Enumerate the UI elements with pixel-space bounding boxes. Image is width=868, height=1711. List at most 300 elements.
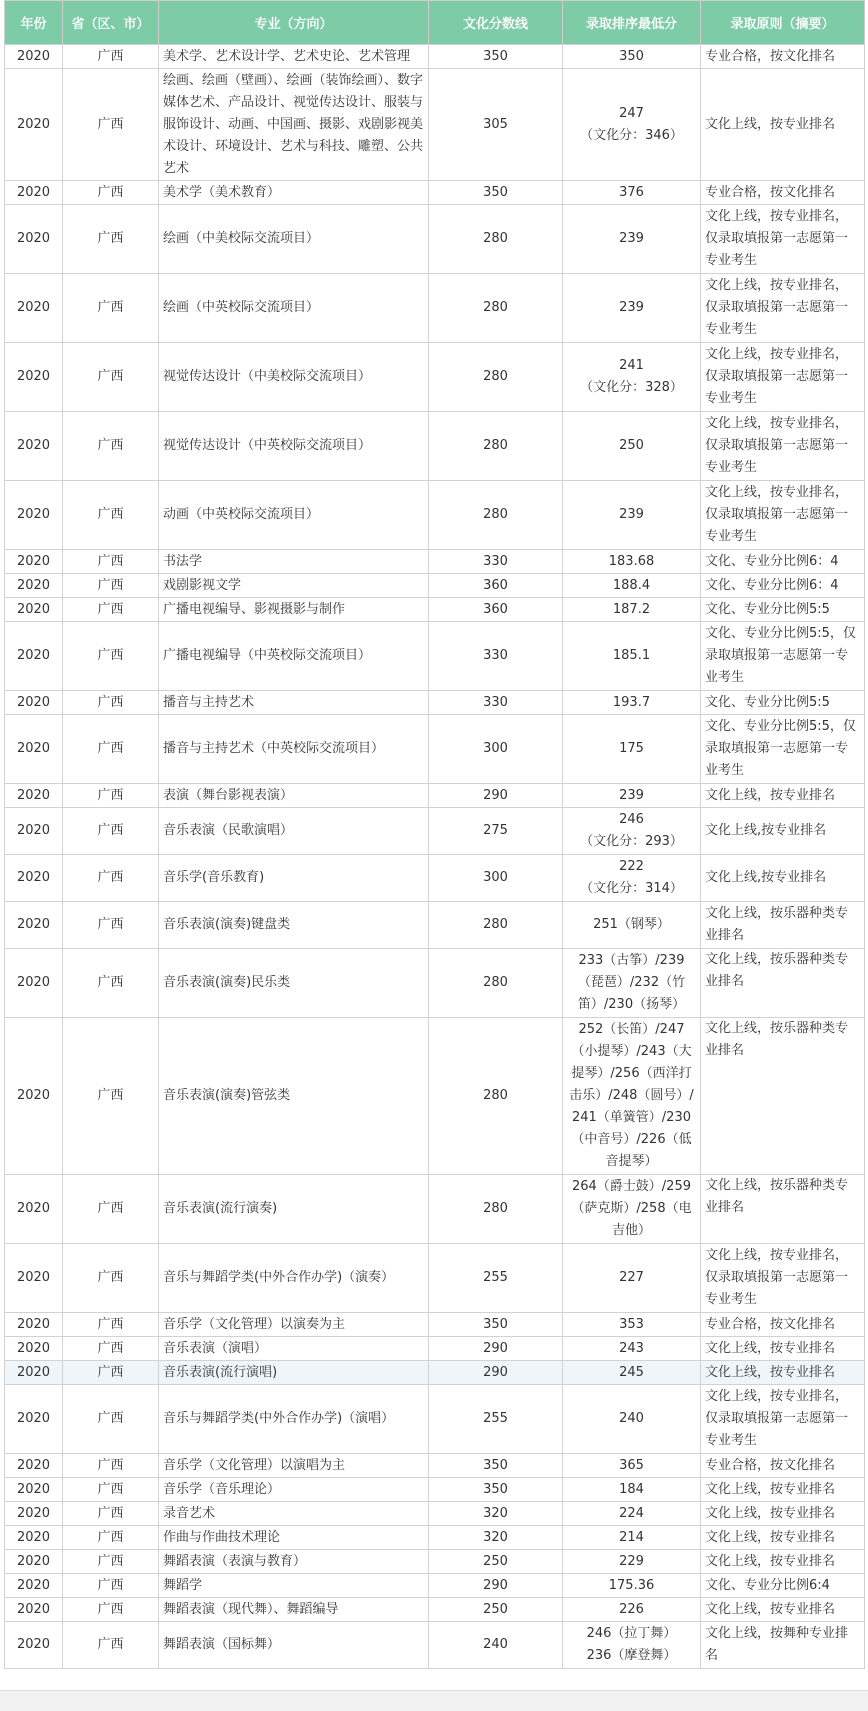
year-cell-text: 2020 — [16, 184, 51, 200]
table-row — [5, 691, 865, 715]
year-cell-text: 2020 — [16, 553, 51, 569]
min-score-cell-text: 252（长笛）/247（小提琴）/243（大提琴）/256（西洋打击乐）/248（圆号）/241（单簧管）/230（中音号）/226（低音提琴） — [569, 1022, 694, 1169]
province-cell — [63, 205, 159, 274]
province-cell — [63, 574, 159, 598]
year-cell-text: 2020 — [16, 870, 51, 885]
year-cell-text: 2020 — [16, 787, 51, 803]
province-cell-text: 广西 — [97, 300, 124, 315]
rule-cell-text: 文化、专业分比例6：4 — [705, 553, 839, 569]
year-cell — [5, 691, 63, 715]
culture-line-cell-text: 360 — [483, 577, 508, 593]
header-min-score: 录取排序最低分 — [563, 1, 701, 45]
year-cell — [5, 481, 63, 550]
min-score-cell-text: 240 — [619, 1411, 644, 1426]
major-cell — [159, 1622, 429, 1669]
table-row — [5, 1526, 865, 1550]
major-cell-text: 音乐与舞蹈学类(中外合作办学)（演唱） — [163, 1411, 395, 1426]
year-cell — [5, 1385, 63, 1454]
rule-cell-text: 专业合格，按文化排名 — [705, 1457, 836, 1473]
year-cell — [5, 715, 63, 784]
year-cell-text: 2020 — [16, 369, 51, 384]
major-cell-text: 音乐表演（演唱） — [163, 1340, 268, 1356]
year-cell — [5, 1622, 63, 1669]
min-score-cell — [563, 1385, 701, 1454]
rule-cell — [701, 622, 865, 691]
min-score-cell — [563, 1526, 701, 1550]
rule-cell-text: 文化上线，按专业排名 — [705, 116, 836, 132]
min-score-cell-text: 226 — [619, 1601, 644, 1617]
province-cell — [63, 481, 159, 550]
province-cell — [63, 691, 159, 715]
rule-cell-text: 文化上线,按专业排名 — [705, 823, 827, 838]
rule-cell — [701, 1454, 865, 1478]
province-cell-text: 广西 — [97, 1340, 124, 1356]
culture-line-cell — [429, 1244, 563, 1313]
rule-cell-text: 文化上线，按专业排名，仅录取填报第一志愿第一专业考生 — [705, 416, 849, 475]
rule-cell-text: 文化上线，按专业排名 — [705, 1481, 836, 1497]
culture-line-cell — [429, 1526, 563, 1550]
min-score-cell — [563, 1454, 701, 1478]
major-cell — [159, 622, 429, 691]
year-cell — [5, 205, 63, 274]
year-cell-text: 2020 — [16, 1481, 51, 1497]
min-score-cell-text: 245 — [619, 1364, 644, 1380]
culture-line-cell-text: 305 — [483, 116, 508, 132]
culture-line-cell — [429, 1478, 563, 1502]
year-cell-text: 2020 — [16, 1553, 51, 1569]
table-row — [5, 1622, 865, 1669]
culture-line-cell-text: 240 — [483, 1637, 508, 1652]
province-cell-text: 广西 — [97, 1457, 124, 1473]
major-cell — [159, 1526, 429, 1550]
header-major: 专业（方向） — [159, 1, 429, 45]
table-row — [5, 343, 865, 412]
major-cell — [159, 949, 429, 1018]
major-cell-text: 作曲与作曲技术理论 — [163, 1529, 281, 1545]
year-cell — [5, 550, 63, 574]
table-row — [5, 205, 865, 274]
min-score-cell-text: 239 — [619, 231, 644, 246]
province-cell — [63, 343, 159, 412]
year-cell — [5, 855, 63, 902]
min-score-cell — [563, 205, 701, 274]
table-row — [5, 784, 865, 808]
table-row — [5, 69, 865, 181]
min-score-cell-text: 247 — [619, 105, 644, 121]
rule-cell-text: 文化上线，按专业排名 — [705, 1529, 836, 1545]
rule-cell — [701, 1244, 865, 1313]
culture-line-cell — [429, 784, 563, 808]
rule-cell-text: 文化上线，按专业排名 — [705, 787, 836, 803]
min-score-cell-text: 187.2 — [612, 601, 651, 617]
rule-cell — [701, 1018, 865, 1175]
culture-line-cell-text: 280 — [483, 1088, 508, 1103]
rule-cell — [701, 902, 865, 949]
culture-line-cell-text: 275 — [483, 823, 508, 838]
year-cell-text: 2020 — [16, 917, 51, 932]
min-score-cell-text: 376 — [619, 184, 644, 200]
province-cell-text: 广西 — [97, 1316, 124, 1332]
rule-cell-text: 文化上线，按乐器种类专业排名 — [705, 906, 849, 943]
rule-cell-text: 文化上线，按乐器种类专业排名 — [705, 1178, 849, 1215]
year-cell — [5, 808, 63, 855]
province-cell — [63, 412, 159, 481]
province-cell-text: 广西 — [97, 1411, 124, 1426]
rule-cell-text: 文化上线,按专业排名 — [705, 870, 827, 885]
province-cell-text: 广西 — [97, 507, 124, 522]
min-score-cell-text: 239 — [619, 787, 644, 803]
culture-line-cell — [429, 622, 563, 691]
min-score-cell-text: 185.1 — [612, 648, 651, 663]
min-score-cell — [563, 1574, 701, 1598]
culture-line-cell — [429, 412, 563, 481]
table-row — [5, 412, 865, 481]
min-score-cell — [563, 1361, 701, 1385]
year-cell-text: 2020 — [16, 1270, 51, 1285]
major-cell-text: 播音与主持艺术 — [163, 694, 255, 710]
culture-line-cell-text: 290 — [483, 1340, 508, 1356]
culture-line-cell — [429, 1502, 563, 1526]
year-cell — [5, 1337, 63, 1361]
rule-cell-text: 文化上线，按专业排名，仅录取填报第一志愿第一专业考生 — [705, 1248, 849, 1307]
min-score-cell — [563, 412, 701, 481]
province-cell — [63, 1313, 159, 1337]
year-cell — [5, 412, 63, 481]
rule-cell-text: 文化、专业分比例5:5 — [705, 694, 830, 710]
table-row — [5, 1337, 865, 1361]
rule-cell-text: 专业合格，按文化排名 — [705, 1316, 836, 1332]
year-cell-text: 2020 — [16, 1601, 51, 1617]
table-row — [5, 181, 865, 205]
major-cell-text: 音乐表演(流行演奏) — [163, 1201, 278, 1216]
province-cell-text: 广西 — [97, 1364, 124, 1380]
province-cell — [63, 715, 159, 784]
province-cell — [63, 1337, 159, 1361]
culture-line-cell-text: 300 — [483, 741, 508, 756]
year-cell-text: 2020 — [16, 48, 51, 64]
province-cell — [63, 550, 159, 574]
year-cell-text: 2020 — [16, 1364, 51, 1380]
culture-line-cell-text: 290 — [483, 1364, 508, 1380]
province-cell-text: 广西 — [97, 438, 124, 453]
rule-cell-text: 文化上线，按舞种专业排名 — [705, 1626, 849, 1663]
major-cell — [159, 598, 429, 622]
min-score-cell-text: 222 — [619, 859, 644, 874]
province-cell — [63, 598, 159, 622]
admission-score-table — [4, 0, 865, 1669]
province-cell-text: 广西 — [97, 1481, 124, 1497]
min-score-cell — [563, 598, 701, 622]
table-row — [5, 45, 865, 69]
major-cell-text: 音乐表演(演奏)键盘类 — [163, 917, 291, 932]
min-score-cell-text: 246（拉丁舞） — [586, 1626, 677, 1641]
province-cell — [63, 784, 159, 808]
major-cell — [159, 784, 429, 808]
rule-cell — [701, 1526, 865, 1550]
major-cell-text: 视觉传达设计（中英校际交流项目） — [163, 438, 372, 453]
min-score-cell — [563, 343, 701, 412]
province-cell-text: 广西 — [97, 1577, 124, 1593]
major-cell — [159, 45, 429, 69]
table-row — [5, 808, 865, 855]
province-cell-text: 广西 — [97, 577, 124, 593]
province-cell-text: 广西 — [97, 1505, 124, 1521]
province-cell-text: 广西 — [97, 553, 124, 569]
culture-line-cell-text: 280 — [483, 438, 508, 453]
culture-line-cell — [429, 1598, 563, 1622]
table-row — [5, 1385, 865, 1454]
min-score-cell-text: 227 — [619, 1270, 644, 1285]
major-cell-text: 戏剧影视文学 — [163, 577, 242, 593]
min-score-cell-text: 350 — [619, 48, 644, 64]
min-score-cell-text: 243 — [619, 1340, 644, 1356]
year-cell — [5, 1478, 63, 1502]
province-cell-text: 广西 — [97, 48, 124, 64]
province-cell — [63, 1361, 159, 1385]
culture-line-cell — [429, 481, 563, 550]
province-cell — [63, 1244, 159, 1313]
culture-line-cell — [429, 808, 563, 855]
min-score-cell — [563, 949, 701, 1018]
province-cell — [63, 1385, 159, 1454]
table-row — [5, 574, 865, 598]
culture-line-cell-text: 350 — [483, 1481, 508, 1497]
culture-line-cell-text: 250 — [483, 1553, 508, 1569]
culture-score-note: （文化分：328） — [580, 380, 683, 395]
min-score-cell-text: 251（钢琴） — [593, 917, 670, 932]
year-cell — [5, 1313, 63, 1337]
year-cell-text: 2020 — [16, 975, 51, 990]
province-cell-text: 广西 — [97, 1601, 124, 1617]
major-cell — [159, 574, 429, 598]
rule-cell — [701, 343, 865, 412]
province-cell — [63, 1598, 159, 1622]
year-cell — [5, 574, 63, 598]
min-score-cell — [563, 1502, 701, 1526]
year-cell-text: 2020 — [16, 648, 51, 663]
province-cell-text: 广西 — [97, 917, 124, 932]
culture-score-note: 236（摩登舞） — [586, 1648, 677, 1663]
province-cell — [63, 69, 159, 181]
year-cell-text: 2020 — [16, 1505, 51, 1521]
year-cell-text: 2020 — [16, 507, 51, 522]
culture-line-cell — [429, 1550, 563, 1574]
major-cell-text: 音乐与舞蹈学类(中外合作办学)（演奏） — [163, 1270, 395, 1285]
year-cell — [5, 1018, 63, 1175]
min-score-cell-text: 239 — [619, 507, 644, 522]
table-row — [5, 902, 865, 949]
min-score-cell-text: 233（古筝）/239（琵琶）/232（竹笛）/230（扬琴） — [577, 953, 686, 1012]
major-cell-text: 音乐表演(流行演唱) — [163, 1364, 278, 1380]
table-row — [5, 715, 865, 784]
rule-cell — [701, 205, 865, 274]
culture-line-cell-text: 350 — [483, 1316, 508, 1332]
rule-cell — [701, 550, 865, 574]
culture-line-cell-text: 280 — [483, 507, 508, 522]
year-cell-text: 2020 — [16, 1637, 51, 1652]
culture-line-cell-text: 330 — [483, 694, 508, 710]
major-cell — [159, 1313, 429, 1337]
table-row — [5, 1574, 865, 1598]
culture-line-cell-text: 350 — [483, 184, 508, 200]
major-cell — [159, 1337, 429, 1361]
rule-cell — [701, 784, 865, 808]
major-cell-text: 绘画、绘画（壁画）、绘画（装饰绘画）、数字媒体艺术、产品设计、视觉传达设计、服装与服饰设计、动画、中国画、摄影、戏剧影视美术设计、环境设计、艺术与科技、雕塑、公共艺术 — [163, 72, 424, 176]
year-cell — [5, 181, 63, 205]
rule-cell-text: 文化上线，按专业排名 — [705, 1364, 836, 1380]
min-score-cell — [563, 1313, 701, 1337]
min-score-cell — [563, 691, 701, 715]
year-cell-text: 2020 — [16, 694, 51, 710]
province-cell-text: 广西 — [97, 1088, 124, 1103]
major-cell — [159, 1244, 429, 1313]
major-cell-text: 动画（中英校际交流项目） — [163, 507, 320, 522]
province-cell — [63, 902, 159, 949]
rule-cell-text: 文化、专业分比例6:4 — [705, 1577, 830, 1593]
culture-line-cell — [429, 1454, 563, 1478]
year-cell — [5, 69, 63, 181]
year-cell-text: 2020 — [16, 231, 51, 246]
province-cell — [63, 181, 159, 205]
major-cell — [159, 1478, 429, 1502]
major-cell — [159, 1550, 429, 1574]
major-cell — [159, 808, 429, 855]
province-cell-text: 广西 — [97, 787, 124, 803]
culture-line-cell — [429, 855, 563, 902]
year-cell — [5, 1598, 63, 1622]
min-score-cell — [563, 481, 701, 550]
culture-line-cell — [429, 715, 563, 784]
min-score-cell — [563, 1622, 701, 1669]
rule-cell-text: 文化、专业分比例5:5，仅录取填报第一志愿第一专业考生 — [705, 719, 856, 778]
min-score-cell-text: 246 — [619, 812, 644, 827]
year-cell-text: 2020 — [16, 601, 51, 617]
year-cell-text: 2020 — [16, 1529, 51, 1545]
province-cell — [63, 1574, 159, 1598]
min-score-cell-text: 264（爵士鼓）/259（萨克斯）/258（电吉他） — [571, 1179, 692, 1238]
min-score-cell — [563, 45, 701, 69]
major-cell-text: 广播电视编导、影视摄影与制作 — [163, 601, 346, 617]
year-cell — [5, 1550, 63, 1574]
culture-line-cell-text: 330 — [483, 553, 508, 569]
year-cell — [5, 1244, 63, 1313]
year-cell — [5, 1175, 63, 1244]
rule-cell-text: 文化上线，按乐器种类专业排名 — [705, 952, 849, 989]
major-cell-text: 舞蹈表演（表演与教育） — [163, 1553, 307, 1569]
table-row — [5, 1454, 865, 1478]
culture-line-cell — [429, 45, 563, 69]
culture-line-cell-text: 300 — [483, 870, 508, 885]
rule-cell — [701, 412, 865, 481]
major-cell-text: 录音艺术 — [163, 1505, 216, 1521]
culture-line-cell-text: 280 — [483, 917, 508, 932]
major-cell — [159, 69, 429, 181]
culture-score-note: （文化分：346） — [580, 127, 683, 143]
major-cell — [159, 715, 429, 784]
province-cell-text: 广西 — [97, 116, 124, 132]
rule-cell — [701, 1502, 865, 1526]
culture-line-cell-text: 290 — [483, 787, 508, 803]
year-cell — [5, 622, 63, 691]
major-cell — [159, 1361, 429, 1385]
min-score-cell — [563, 1598, 701, 1622]
major-cell-text: 舞蹈表演（现代舞）、舞蹈编导 — [163, 1601, 339, 1617]
rule-cell-text: 文化上线，按专业排名，仅录取填报第一志愿第一专业考生 — [705, 485, 849, 544]
major-cell-text: 舞蹈学 — [163, 1577, 203, 1593]
horizontal-scrollbar[interactable] — [0, 1690, 868, 1711]
major-cell — [159, 691, 429, 715]
table-row — [5, 598, 865, 622]
province-cell-text: 广西 — [97, 975, 124, 990]
table-row — [5, 1361, 865, 1385]
header-year: 年份 — [5, 1, 63, 45]
admission-table-container — [4, 0, 866, 1669]
culture-line-cell-text: 320 — [483, 1505, 508, 1521]
rule-cell — [701, 855, 865, 902]
culture-line-cell — [429, 1337, 563, 1361]
rule-cell-text: 文化、专业分比例5:5 — [705, 601, 830, 617]
rule-cell-text: 文化上线，按专业排名，仅录取填报第一志愿第一专业考生 — [705, 209, 849, 268]
min-score-cell — [563, 784, 701, 808]
year-cell-text: 2020 — [16, 577, 51, 593]
year-cell — [5, 902, 63, 949]
header-admission-rule: 录取原则（摘要） — [701, 1, 865, 45]
min-score-cell-text: 188.4 — [612, 577, 651, 593]
year-cell — [5, 274, 63, 343]
major-cell-text: 音乐表演(演奏)管弦类 — [163, 1088, 291, 1103]
min-score-cell — [563, 1175, 701, 1244]
year-cell-text: 2020 — [16, 1457, 51, 1473]
year-cell-text: 2020 — [16, 1411, 51, 1426]
province-cell-text: 广西 — [97, 1201, 124, 1216]
culture-line-cell-text: 360 — [483, 601, 508, 617]
table-row — [5, 855, 865, 902]
major-cell — [159, 902, 429, 949]
year-cell-text: 2020 — [16, 1316, 51, 1332]
table-row — [5, 1313, 865, 1337]
header-province: 省（区、市） — [63, 1, 159, 45]
min-score-cell-text: 365 — [619, 1457, 644, 1473]
major-cell — [159, 1598, 429, 1622]
year-cell-text: 2020 — [16, 1088, 51, 1103]
culture-line-cell — [429, 1385, 563, 1454]
province-cell — [63, 274, 159, 343]
major-cell — [159, 1502, 429, 1526]
province-cell — [63, 808, 159, 855]
year-cell — [5, 1502, 63, 1526]
culture-score-note: （文化分：314） — [580, 881, 683, 896]
province-cell — [63, 1454, 159, 1478]
rule-cell — [701, 598, 865, 622]
rule-cell — [701, 1550, 865, 1574]
table-row — [5, 1550, 865, 1574]
culture-line-cell-text: 280 — [483, 231, 508, 246]
province-cell-text: 广西 — [97, 870, 124, 885]
culture-line-cell-text: 290 — [483, 1577, 508, 1593]
min-score-cell — [563, 1244, 701, 1313]
min-score-cell-text: 183.68 — [608, 553, 655, 569]
culture-line-cell-text: 280 — [483, 1201, 508, 1216]
province-cell-text: 广西 — [97, 694, 124, 710]
province-cell — [63, 1550, 159, 1574]
rule-cell-text: 文化上线，按专业排名，仅录取填报第一志愿第一专业考生 — [705, 347, 849, 406]
province-cell-text: 广西 — [97, 1637, 124, 1652]
major-cell — [159, 1574, 429, 1598]
rule-cell — [701, 1385, 865, 1454]
year-cell-text: 2020 — [16, 741, 51, 756]
rule-cell-text: 文化上线，按乐器种类专业排名 — [705, 1021, 849, 1058]
culture-line-cell — [429, 1574, 563, 1598]
